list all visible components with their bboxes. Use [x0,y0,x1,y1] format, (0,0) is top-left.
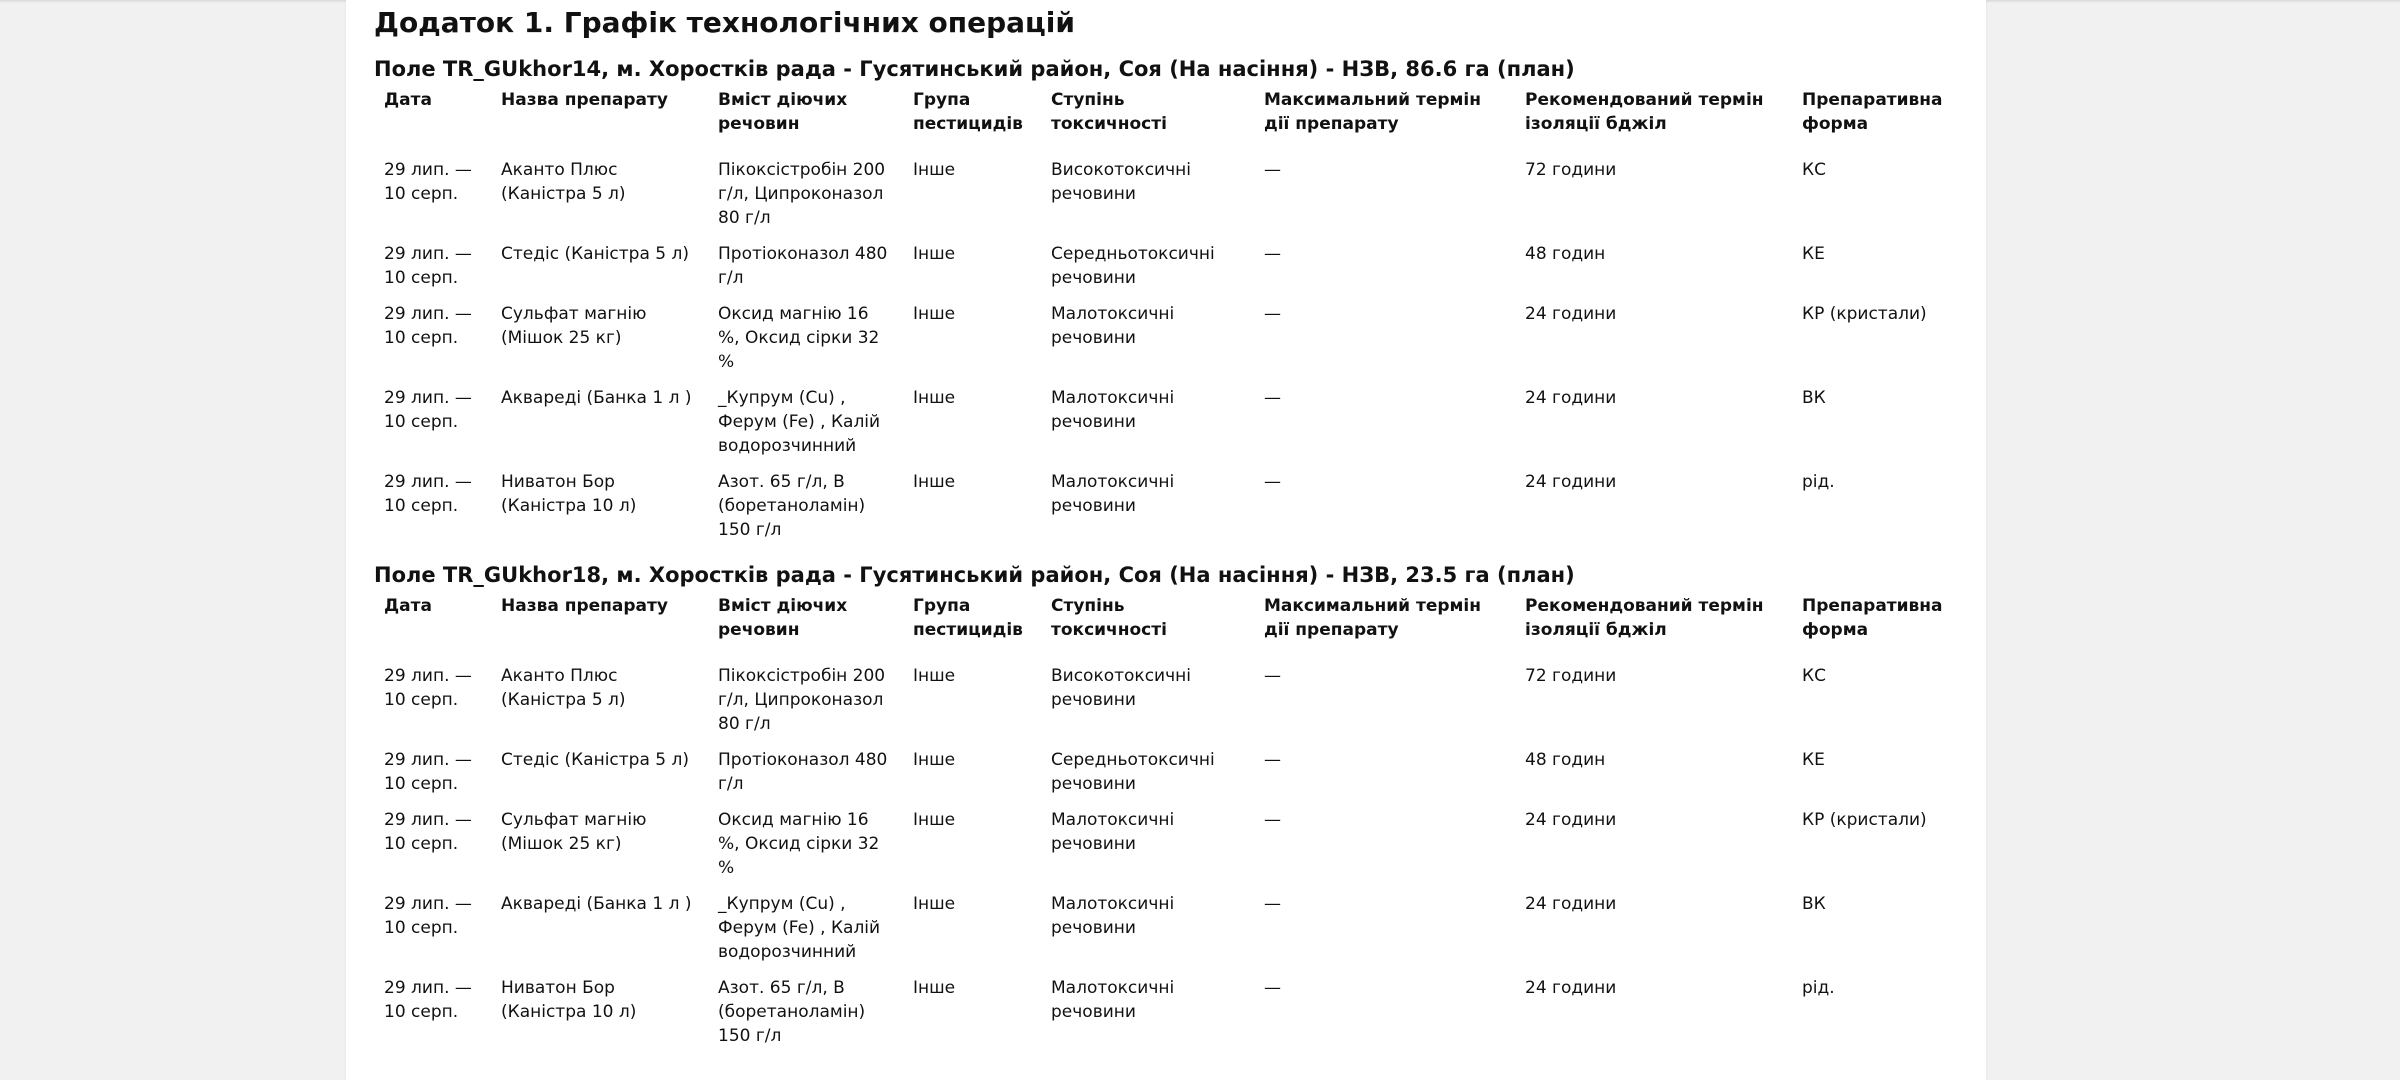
cell-date: 29 лип. — 10 серп. [384,304,472,348]
cell-product: Стедіс (Каністра 5 л) [501,750,689,770]
cell-product: Аканто Плюс (Каністра 5 л) [501,160,626,204]
operations-table [374,588,1974,1056]
cell-date: 29 лип. — 10 серп. [384,472,472,516]
table-row [374,238,1974,298]
cell-date: 29 лип. — 10 серп. [384,244,472,288]
column-header-max-duration: Максимальний термін дії препарату [1264,90,1481,134]
cell-product: Акварeді (Банка 1 л ) [501,388,692,408]
cell-toxicity: Високотоксичні речовини [1051,160,1191,204]
cell-product: Сульфат магнію (Мішок 25 кг) [501,304,647,348]
operations-table [374,82,1974,550]
cell-bee-isolation: 48 годин [1525,750,1606,770]
field-heading: Поле TR_GUkhor18, м. Хоростків рада - Гусятинський район, Соя (На насіння) - НЗВ, 23.5 га (план) [374,563,1575,587]
table-row [374,466,1974,550]
cell-date: 29 лип. — 10 серп. [384,666,472,710]
table-row [374,660,1974,744]
cell-bee-isolation: 24 години [1525,472,1617,492]
cell-bee-isolation: 24 години [1525,304,1617,324]
table-row [374,298,1974,382]
cell-max-duration: — [1264,750,1281,770]
cell-group: Інше [913,750,956,770]
cell-ingredients: _Купрум (Cu) , Ферум (Fe) , Калій водорозчинний [718,894,881,962]
cell-toxicity: Малотоксичні речовини [1051,388,1175,432]
column-header-max-duration: Максимальний термін дії препарату [1264,596,1481,640]
cell-ingredients: Пікоксістробін 200 г/л, Ципроконазол 80 г/л [718,666,886,734]
cell-bee-isolation: 24 години [1525,978,1617,998]
cell-toxicity: Середньотоксичні речовини [1051,244,1215,288]
cell-formulation: КР (кристали) [1802,810,1927,830]
cell-toxicity: Середньотоксичні речовини [1051,750,1215,794]
cell-formulation: КС [1802,160,1826,180]
cell-date: 29 лип. — 10 серп. [384,388,472,432]
cell-date: 29 лип. — 10 серп. [384,894,472,938]
cell-toxicity: Високотоксичні речовини [1051,666,1191,710]
cell-bee-isolation: 72 години [1525,160,1617,180]
cell-group: Інше [913,894,956,914]
cell-date: 29 лип. — 10 серп. [384,750,472,794]
cell-group: Інше [913,978,956,998]
column-header-formulation: Препаративна форма [1802,596,1943,640]
cell-ingredients: Азот. 65 г/л, В (боретаноламін) 150 г/л [718,472,866,540]
column-header-toxicity: Ступінь токсичності [1051,90,1167,134]
column-header-date: Дата [384,90,432,110]
cell-bee-isolation: 24 години [1525,894,1617,914]
table-row [374,804,1974,888]
cell-formulation: КЕ [1802,244,1825,264]
cell-ingredients: Пікоксістробін 200 г/л, Ципроконазол 80 г/л [718,160,886,228]
document-page [346,0,1986,1080]
table-row [374,382,1974,466]
cell-max-duration: — [1264,666,1281,686]
cell-max-duration: — [1264,472,1281,492]
column-header-formulation: Препаративна форма [1802,90,1943,134]
cell-ingredients: Оксид магнію 16 %, Оксид сірки 32 % [718,304,880,372]
cell-group: Інше [913,810,956,830]
cell-bee-isolation: 24 години [1525,810,1617,830]
column-header-ingredients: Вміст діючих речовин [718,90,848,134]
cell-group: Інше [913,160,956,180]
cell-formulation: КЕ [1802,750,1825,770]
cell-toxicity: Малотоксичні речовини [1051,894,1175,938]
cell-max-duration: — [1264,304,1281,324]
cell-ingredients: Оксид магнію 16 %, Оксид сірки 32 % [718,810,880,878]
cell-ingredients: Протіоконазол 480 г/л [718,244,888,288]
table-header-row [374,588,1974,660]
column-header-pesticide-group: Група пестицидів [913,596,1023,640]
cell-bee-isolation: 24 години [1525,388,1617,408]
cell-toxicity: Малотоксичні речовини [1051,978,1175,1022]
table-row [374,972,1974,1056]
cell-group: Інше [913,304,956,324]
cell-product: Ниватон Бор (Каністра 10 л) [501,472,637,516]
cell-formulation: ВК [1802,388,1826,408]
cell-max-duration: — [1264,894,1281,914]
cell-formulation: КС [1802,666,1826,686]
cell-bee-isolation: 48 годин [1525,244,1606,264]
cell-group: Інше [913,472,956,492]
document-content [374,0,1974,1056]
cell-group: Інше [913,666,956,686]
column-header-bee-isolation: Рекомендований термін ізоляції бджіл [1525,90,1764,134]
cell-date: 29 лип. — 10 серп. [384,810,472,854]
cell-toxicity: Малотоксичні речовини [1051,472,1175,516]
cell-max-duration: — [1264,810,1281,830]
cell-toxicity: Малотоксичні речовини [1051,810,1175,854]
table-row [374,888,1974,972]
cell-max-duration: — [1264,978,1281,998]
column-header-bee-isolation: Рекомендований термін ізоляції бджіл [1525,596,1764,640]
cell-product: Аканто Плюс (Каністра 5 л) [501,666,626,710]
table-row [374,744,1974,804]
table-row [374,154,1974,238]
cell-product: Стедіс (Каністра 5 л) [501,244,689,264]
cell-date: 29 лип. — 10 серп. [384,160,472,204]
cell-product: Сульфат магнію (Мішок 25 кг) [501,810,647,854]
cell-formulation: ВК [1802,894,1826,914]
cell-date: 29 лип. — 10 серп. [384,978,472,1022]
cell-bee-isolation: 72 години [1525,666,1617,686]
cell-formulation: рід. [1802,978,1835,998]
table-header-row [374,82,1974,154]
cell-group: Інше [913,244,956,264]
cell-ingredients: Азот. 65 г/л, В (боретаноламін) 150 г/л [718,978,866,1046]
cell-ingredients: Протіоконазол 480 г/л [718,750,888,794]
cell-max-duration: — [1264,160,1281,180]
column-header-date: Дата [384,596,432,616]
cell-toxicity: Малотоксичні речовини [1051,304,1175,348]
column-header-toxicity: Ступінь токсичності [1051,596,1167,640]
cell-max-duration: — [1264,244,1281,264]
field-heading: Поле TR_GUkhor14, м. Хоростків рада - Гусятинський район, Соя (На насіння) - НЗВ, 86.6 га (план) [374,57,1575,81]
document-title: Додаток 1. Графік технологічних операцій [374,6,1075,39]
cell-formulation: рід. [1802,472,1835,492]
cell-product: Акварeді (Банка 1 л ) [501,894,692,914]
cell-max-duration: — [1264,388,1281,408]
column-header-ingredients: Вміст діючих речовин [718,596,848,640]
cell-formulation: КР (кристали) [1802,304,1927,324]
cell-ingredients: _Купрум (Cu) , Ферум (Fe) , Калій водорозчинний [718,388,881,456]
cell-product: Ниватон Бор (Каністра 10 л) [501,978,637,1022]
column-header-product: Назва препарату [501,90,668,110]
column-header-pesticide-group: Група пестицидів [913,90,1023,134]
cell-group: Інше [913,388,956,408]
column-header-product: Назва препарату [501,596,668,616]
